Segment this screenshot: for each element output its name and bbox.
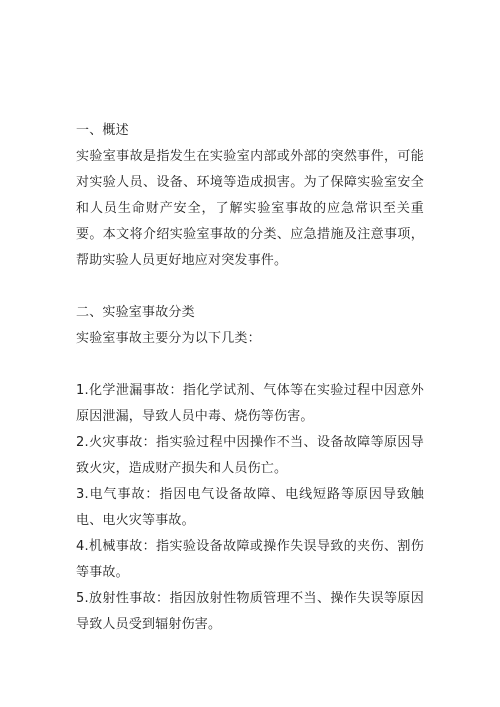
accident-type-list — [76, 378, 424, 638]
list-item: 3.电气事故：指因电气设备故障、电线短路等原因导致触电、电火灾等事故。 — [76, 487, 424, 528]
list-item: 2.火灾事故：指实验过程中因操作不当、设备故障等原因导致火灾，造成财产损失和人员伤亡。 — [76, 435, 424, 476]
section-1-heading: 一、概述 — [76, 123, 129, 138]
section-spacer — [76, 274, 424, 300]
section-2-intro: 实验室事故主要分为以下几类： — [76, 331, 261, 346]
section-2-heading: 二、实验室事故分类 — [76, 305, 195, 320]
list-item: 1.化学泄漏事故：指化学试剂、气体等在实验过程中因意外原因泄漏，导致人员中毒、烧伤等伤害。 — [76, 383, 424, 424]
list-item: 4.机械事故：指实验设备故障或操作失误导致的夹伤、割伤等事故。 — [76, 539, 424, 580]
list-item: 5.放射性事故：指因放射性物质管理不当、操作失误等原因导致人员受到辐射伤害。 — [76, 591, 424, 632]
list-spacer — [76, 352, 424, 378]
section-1-body: 实验室事故是指发生在实验室内部或外部的突然事件，可能对实验人员、设备、环境等造成损害。为了保障实验室安全和人员生命财产安全，了解实验室事故的应急常识至关重要。本文将介绍实验室事故的分类、应急措施及注意事项，帮助实验人员更好地应对突发事件。 — [76, 149, 424, 268]
document-content — [76, 118, 424, 638]
